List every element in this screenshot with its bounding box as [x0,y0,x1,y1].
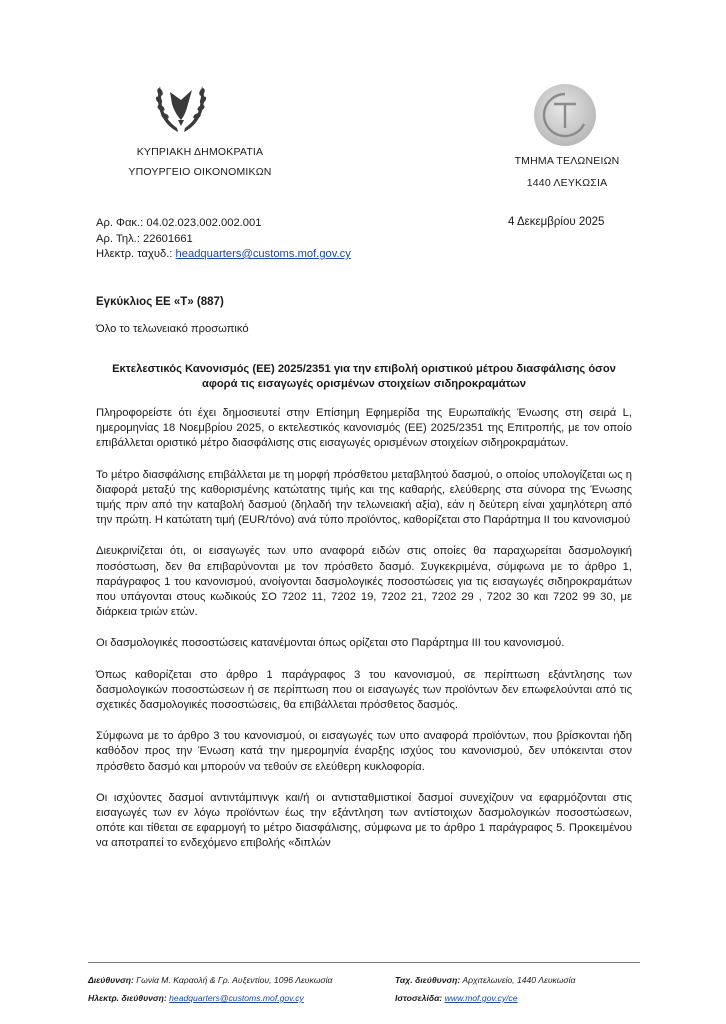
body-paragraph: Όπως καθορίζεται στο άρθρο 1 παράγραφος 3 του κανονισμού, σε περίπτωση εξάντλησης των δασμολογικών ποσοστώσεων ή σε περίπτωση που οι εισαγωγές των προϊόντων δεν επωφελούνται από τις σχετικές δασμολογικές ποσοστώσεις, θα επιβάλλεται πρόσθετος δασμός. [96,668,632,712]
ministry-line-2: ΥΠΟΥΡΓΕΙΟ ΟΙΚΟΝΟΜΙΚΩΝ [128,166,272,178]
footer-postal-row [395,971,645,989]
body-paragraph: Διευκρινίζεται ότι, οι εισαγωγές των υπο αναφορά ειδών στις οποίες θα παραχωρείται δασμολογική ποσόστωση, δεν θα επιβαρύνονται με τον πρόσθετο δασμό. Συγκεκριμένα, σύμφωνα με το άρθρο 1, παράγραφος 1 του κανονισμού, ανοίγονται δασμολογικές ποσοστώσεις για τις εισαγωγές σιδηροκραμάτων που υπάγονται στους κωδικούς ΣΟ 7202 11, 7202 19, 7202 21, 7202 29 , 7202 30 και 7202 99 30, με διάρκεια τριών ετών. [96,545,632,619]
footer-postal-label: Ταχ. διεύθυνση: [395,975,461,985]
document-date: 4 Δεκεμβρίου 2025 [508,216,605,228]
footer-address-value: Γωνία Μ. Καραολή & Γρ. Αυξεντίου, 1096 Λευκωσία [136,975,333,985]
department-line-2: 1440 ΛΕΥΚΩΣΙΑ [526,177,608,189]
footer-address-label: Διεύθυνση: [88,975,134,985]
subject-heading: Εκτελεστικός Κανονισμός (ΕΕ) 2025/2351 για την επιβολή οριστικού μέτρου διασφάλισης όσον αφορά τις εισαγωγές ορισμένων στοιχείων σιδηροκραμάτων [112,363,616,390]
footer-email-label: Ηλεκτρ. διεύθυνση: [88,993,167,1003]
footer-left [88,971,388,1007]
customs-department-seal-icon [532,82,598,148]
department-heading [487,150,647,194]
phone-row [96,232,351,248]
footer-website-row [395,989,645,1007]
file-number-label: Αρ. Φακ.: [96,217,144,229]
file-number-value: 04.02.023.002.002.001 [146,217,262,229]
body-paragraph: Οι ισχύοντες δασμοί αντιντάμπινγκ και/ή οι αντισταθμιστικοί δασμοί συνεχίζουν να εφαρμόζονται στις εισαγωγές των εν λόγω προϊόντων έως την εξάντληση των αντίστοιχων δασμολογικών ποσοστώσεων, οπότε και τίθεται σε εφαρμογή το μέτρο διασφάλισης, σύμφωνα με το άρθρο 1 παράγραφος 5. Προκειμένου να αποτραπεί το ενδεχόμενο επιβολής «διπλών [96,791,632,850]
footer-postal-value: Αρχιτελωνείο, 1440 Λευκωσία [462,975,576,985]
body-paragraph: Σύμφωνα με το άρθρο 3 του κανονισμού, οι εισαγωγές των υπο αναφορά προϊόντων, που βρίσκονται ήδη καθόδον προς την Ένωση κατά την ημερομηνία έναρξης ισχύος του κανονισμού, δεν υπόκεινται στον πρόσθετο δασμό και μπορούν να τεθούν σε ελεύθερη κυκλοφορία. [96,730,632,773]
body-paragraph: Πληροφορείστε ότι έχει δημοσιευτεί στην Επίσημη Εφημερίδα της Ευρωπαϊκής Ένωσης στη σειρά L, ημερομηνίας 18 Νοεμβρίου 2025, ο εκτελεστικός κανονισμός (ΕΕ) 2025/2351 της Επιτροπής, με τον οποίο επιβάλλεται οριστικό μέτρο διασφάλισης στις εισαγωγές ορισμένων στοιχείων σιδηροκραμάτων. [96,407,632,450]
footer-email-row [88,989,388,1007]
email-link[interactable]: headquarters@customs.mof.gov.cy [175,248,351,260]
reference-block [96,216,351,263]
phone-value: 22601661 [143,232,193,245]
phone-label: Αρ. Τηλ.: [96,232,140,245]
body-paragraph: Το μέτρο διασφάλισης επιβάλλεται με τη μορφή πρόσθετου μεταβλητού δασμού, ο οποίος υπολογίζεται ως η διαφορά μεταξύ της καθορισμένης κατώτατης τιμής και της καθαρής, ελεύθερης στα σύνορα της Ένωσης τιμής πριν από την καταβολή δασμού (δηλαδή την τελωνειακή αξία), εάν η δεύτερη είναι χαμηλότερη από την πρώτη. Η κατώτατη τιμή (EUR/τόνο) ανά τύπο προϊόντος, καθορίζεται στο Παράρτημα ΙΙ του κανονισμού [96,468,632,527]
footer-address-row [88,971,388,989]
document-body [96,406,632,868]
email-row [96,247,351,263]
audience-line: Όλο το τελωνειακό προσωπικό [96,323,249,335]
footer-website-label: Ιστοσελίδα: [395,993,443,1003]
circular-number: Εγκύκλιος ΕΕ «Τ» (887) [96,296,224,308]
email-label: Ηλεκτρ. ταχυδ.: [96,248,173,260]
department-line-1: ΤΜΗΜΑ ΤΕΛΩΝΕΙΩΝ [514,155,620,167]
ministry-line-1: ΚΥΠΡΙΑΚΗ ΔΗΜΟΚΡΑΤΙΑ [136,146,264,158]
footer-website-link[interactable]: www.mof.gov.cy/ce [444,993,518,1003]
ministry-heading [100,142,300,182]
footer-email-link[interactable]: headquarters@customs.mof.gov.cy [169,993,304,1003]
file-number-row [96,216,351,232]
footer-right [395,971,645,1007]
body-paragraph: Οι δασμολογικές ποσοστώσεις κατανέμονται όπως ορίζεται στο Παράρτημα ΙΙΙ του κανονισμού. [96,637,565,650]
footer-divider [88,962,640,963]
cyprus-coat-of-arms-icon [150,78,212,136]
